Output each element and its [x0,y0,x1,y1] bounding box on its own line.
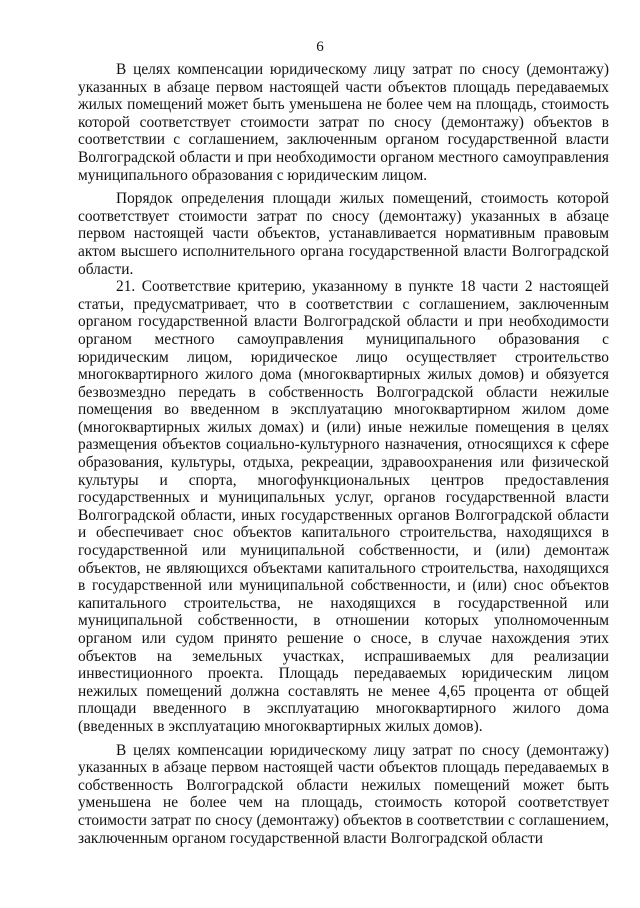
document-body [78,61,609,847]
paragraph-area-determination: Порядок определения площади жилых помещений, стоимость которой соответствует стоимости затрат по сносу (демонтажу) указанных в абзаце первом настоящей части объектов, устанавливается нормативным правовым актом высшего исполнительного органа государственной власти Волгоградской области. [78,190,609,278]
paragraph-compensation-residential: В целях компенсации юридическому лицу затрат по сносу (демонтажу) указанных в абзаце первом настоящей части объектов площадь передаваемых жилых помещений может быть уменьшена не более чем на площадь, стоимость которой соответствует стоимости затрат по сносу (демонтажу) объектов в соответствии с соглашением, заключенным органом государственной власти Волгоградской области и при необходимости органом местного самоуправления муниципального образования с юридическим лицом. [78,61,609,184]
page-number: 6 [316,39,324,55]
paragraph-criterion-21: 21. Соответствие критерию, указанному в пункте 18 части 2 настоящей статьи, предусматривает, что в соответствии с соглашением, заключенным органом государственной власти Волгоградской области и при необходимости органом местного самоуправления муниципального образования с юридическим лицом, юридическое лицо осуществляет строительство многоквартирного жилого дома (многоквартирных жилых домов) и обязуется безвозмездно передать в собственность Волгоградской области нежилые помещения во введенном в эксплуатацию многоквартирном жилом доме (многоквартирных жилых домах) и (или) иные нежилые помещения в целях размещения объектов социально-культурного назначения, относящихся к сфере образования, культуры, отдыха, рекреации, здравоохранения или физической культуры и спорта, многофункциональных центров предоставления государственных и муниципальных услуг, органов государственной власти Волгоградской области, иных государственных органов Волгоградской области и обеспечивает снос объектов капитального строительства, находящихся в государственной или муниципальной собственности, и (или) демонтаж объектов, не являющихся объектами капитального строительства, находящихся в государственной или муниципальной собственности, и (или) снос объектов капитального строительства, не находящихся в государственной или муниципальной собственности, в отношении которых уполномоченным органом или судом принято решение о сносе, в случае нахождения этих объектов на земельных участках, испрашиваемых для реализации инвестиционного проекта. Площадь передаваемых юридическим лицом нежилых помещений должна составлять не менее 4,65 процента от общей площади введенного в эксплуатацию многоквартирного жилого дома (введенных в эксплуатацию многоквартирных жилых домов). [78,278,609,735]
paragraph-compensation-nonresidential: В целях компенсации юридическому лицу затрат по сносу (демонтажу) указанных в абзаце первом настоящей части объектов площадь передаваемых в собственность Волгоградской области нежилых помещений может быть уменьшена не более чем на площадь, стоимость которой соответствует стоимости затрат по сносу (демонтажу) объектов в соответствии с соглашением, заключенным органом государственной власти Волгоградской области [78,741,609,847]
